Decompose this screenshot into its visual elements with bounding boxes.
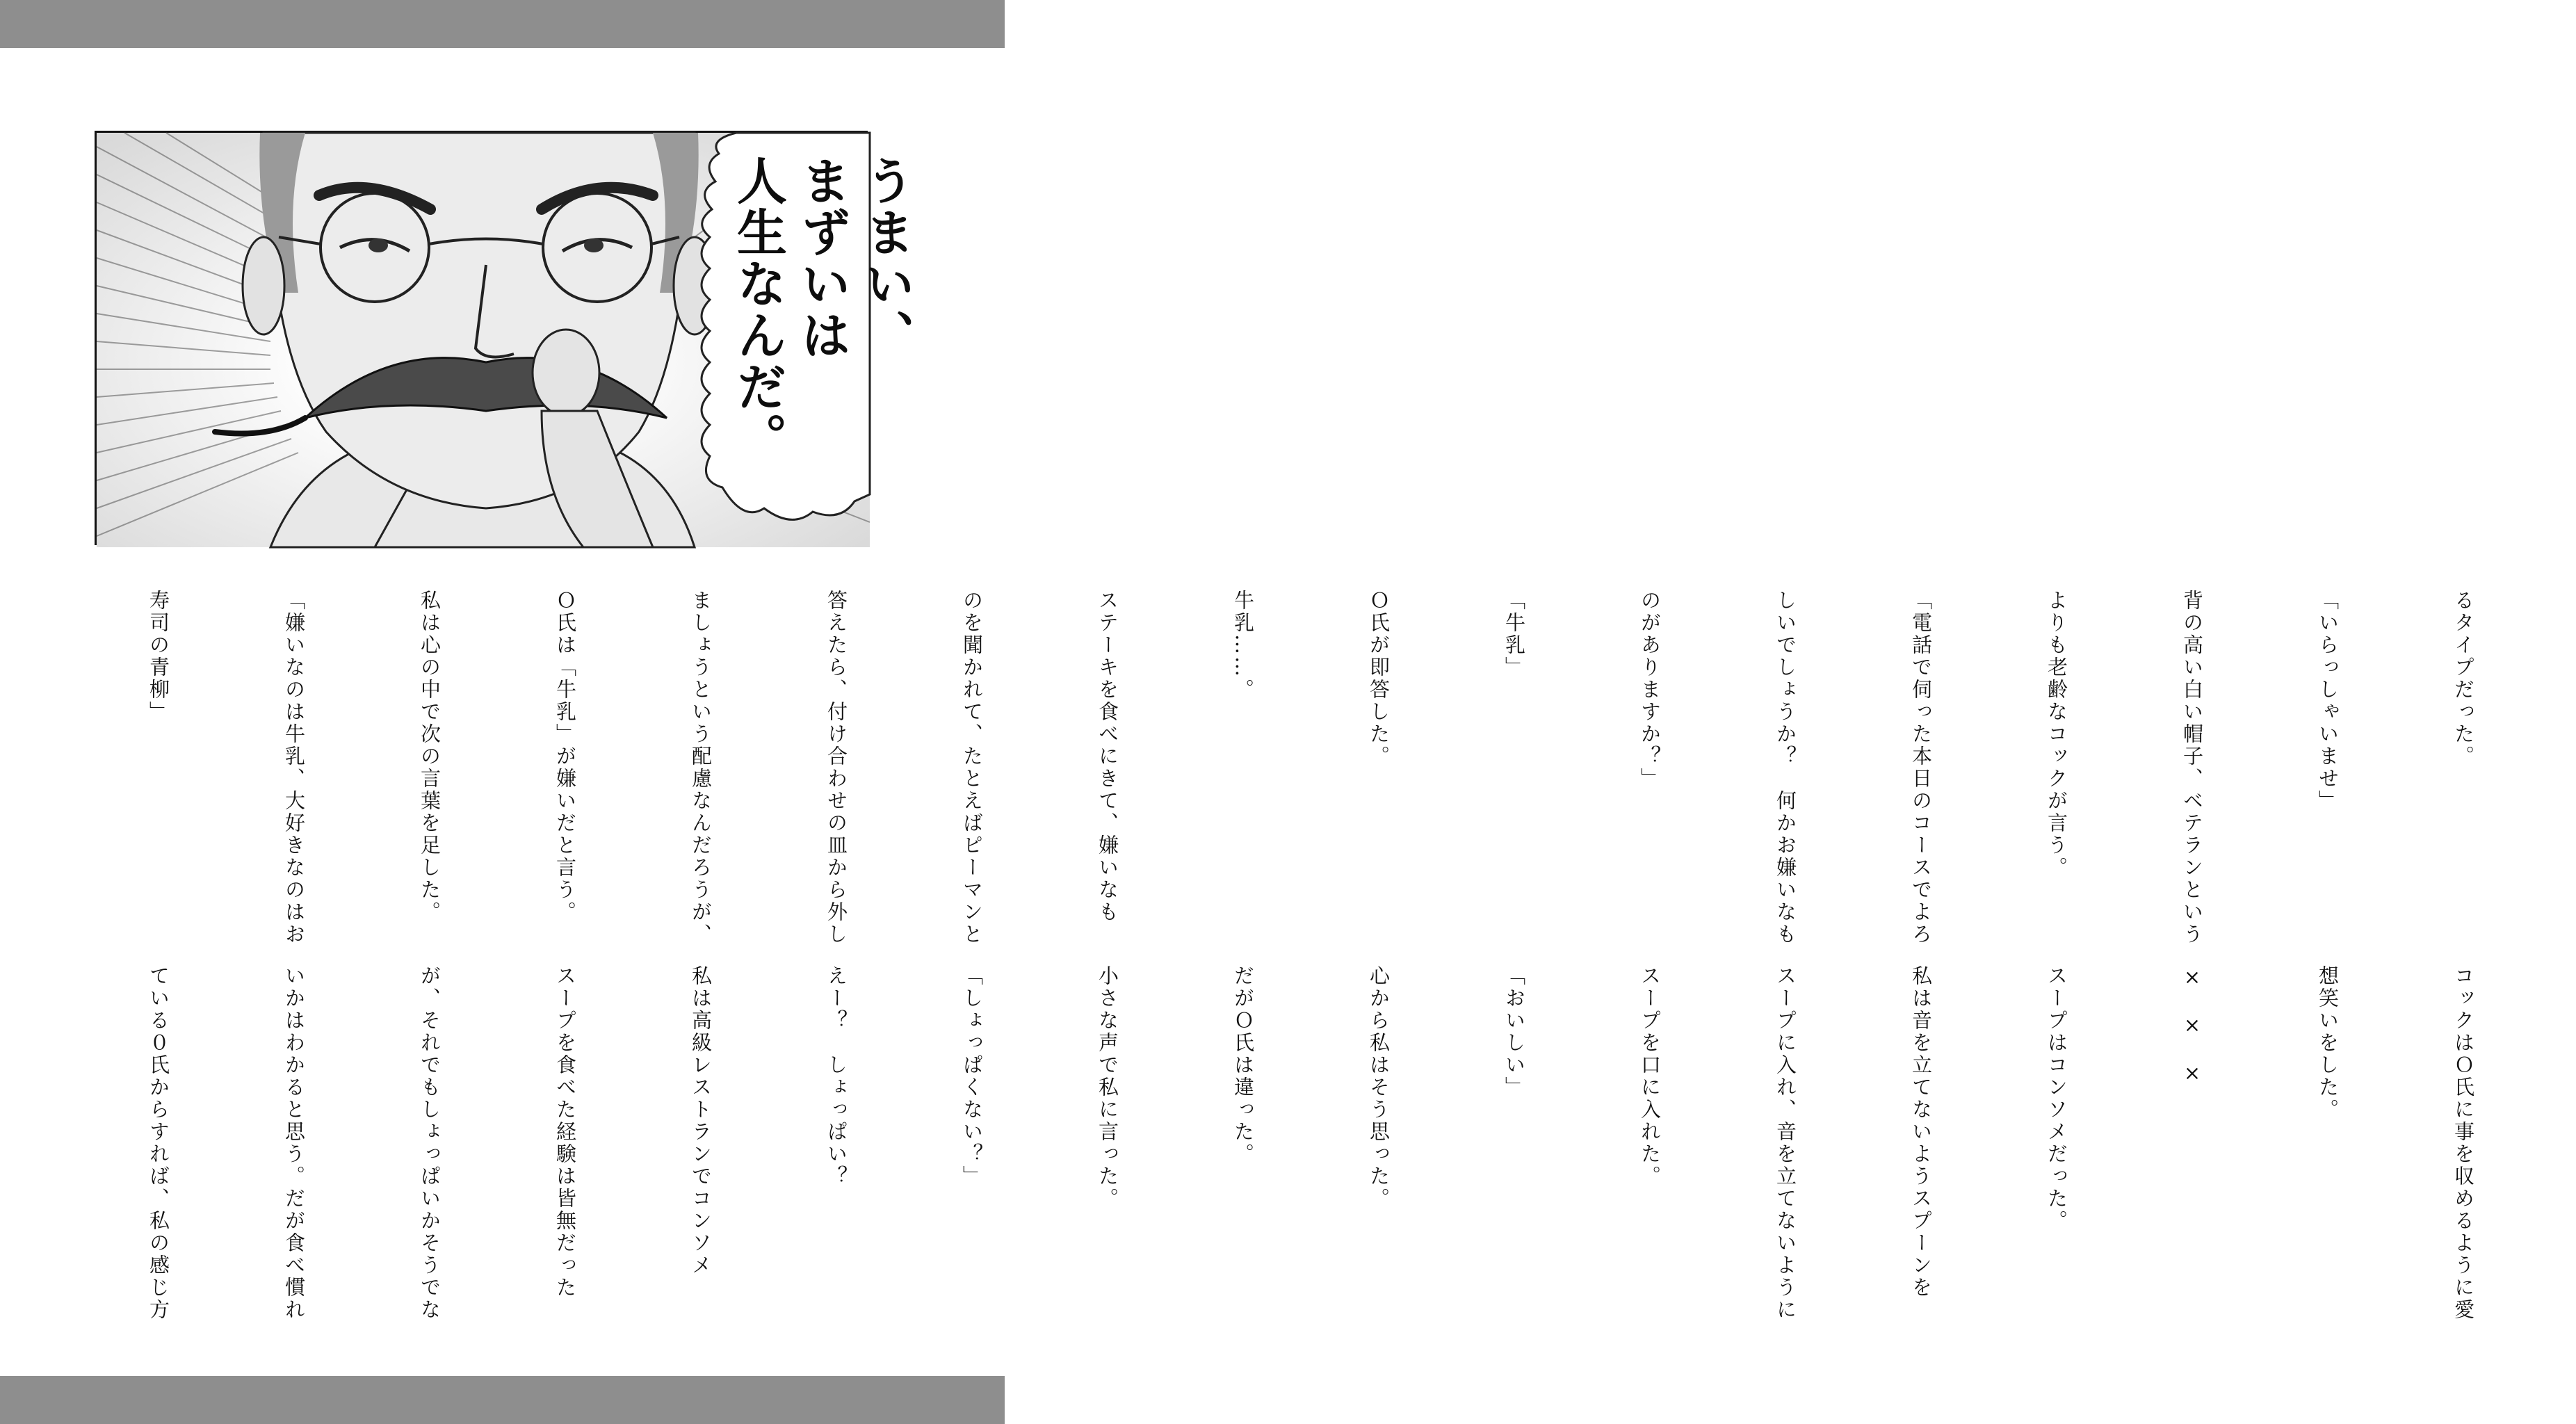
text-line: 「電話で伺った本日のコースでよろ: [1909, 590, 1933, 946]
text-line: 想笑いをした。: [2316, 965, 2340, 1121]
text-line: スープに入れ、音を立てないように: [1774, 965, 1797, 1321]
text-line: スープはコンソメだった。: [2045, 965, 2068, 1232]
text-line: 心から私はそう思った。: [1367, 965, 1391, 1210]
text-line: スープを口に入れた。: [1638, 965, 1662, 1188]
text-line: Ｏ氏が即答した。: [1367, 590, 1391, 768]
text-line: Ｏ氏は「牛乳」が嫌いだと言う。: [553, 590, 577, 923]
text-line: のがありますか？」: [1638, 590, 1662, 790]
text-line: 寿司の青柳」: [147, 590, 170, 723]
text-line: 「しょっぱくない？」: [960, 965, 984, 1188]
speech-balloon-text: [726, 155, 918, 544]
section-separator: × × ×: [2180, 965, 2204, 1087]
text-line: ましょうという配慮なんだろうが、: [689, 590, 713, 946]
text-line: 答えたら、付け合わせの皿から外し: [825, 590, 848, 946]
text-line: 「おいしい」: [1502, 965, 1526, 1099]
text-line: るタイプだった。: [2452, 590, 2475, 768]
text-line: 私は高級レストランでコンソメ: [689, 965, 713, 1277]
text-line: 私は心の中で次の言葉を足した。: [418, 590, 442, 923]
speech-line-3: 人生なんだ。: [729, 155, 787, 464]
text-block-lower: [90, 965, 2576, 1321]
text-line: ている０氏からすれば、私の感じ方: [147, 965, 170, 1321]
text-line: 私は音を立てないようスプーンを: [1909, 965, 1933, 1299]
text-line: 「牛乳」: [1502, 590, 1526, 679]
text-line: スープを食べた経験は皆無だった: [553, 965, 577, 1299]
text-line: しいでしょうか？ 何かお嫌いなも: [1774, 590, 1797, 946]
speech-line-2: まずいは: [793, 155, 851, 361]
text-block-upper: [90, 590, 2576, 946]
text-line: 小さな声で私に言った。: [1096, 965, 1119, 1210]
text-line: えー？ しょっぱい？: [825, 965, 848, 1188]
speech-line-1: うまい、: [857, 155, 915, 361]
manga-panel: [95, 131, 915, 545]
text-line: のを聞かれて、たとえばピーマンと: [960, 590, 984, 946]
text-line: ステーキを食べにきて、嫌いなも: [1096, 590, 1119, 923]
text-line: 「嫌いなのは牛乳、大好きなのはお: [282, 590, 306, 946]
text-line: 「いらっしゃいませ」: [2316, 590, 2340, 812]
text-line: よりも老齢なコックが言う。: [2045, 590, 2068, 879]
top-gray-band: [0, 0, 1005, 48]
text-line: が、それでもしょっぱいかそうでな: [418, 965, 442, 1321]
bottom-gray-band: [0, 1376, 1005, 1424]
text-line: コックはＯ氏に事を収めるように愛: [2452, 965, 2475, 1321]
text-line: だがＯ氏は違った。: [1231, 965, 1255, 1165]
text-line: 牛乳……。: [1231, 590, 1255, 701]
text-line: いかはわかると思う。だが食べ慣れ: [282, 965, 306, 1321]
text-line: 背の高い白い帽子、ベテランという: [2180, 590, 2204, 946]
